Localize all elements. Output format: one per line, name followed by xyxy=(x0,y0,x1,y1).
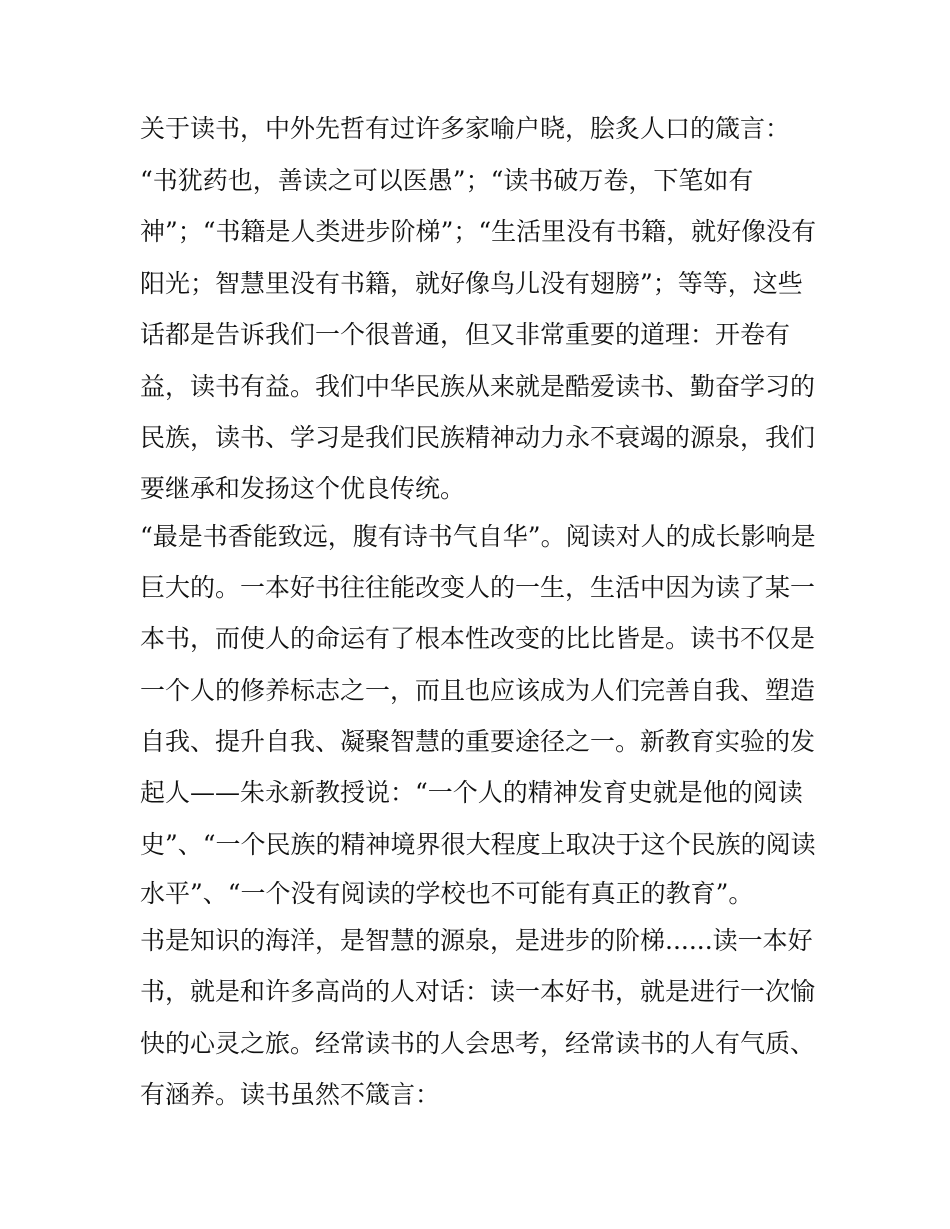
text-line: “最是书香能致远，腹有诗书气自华”。阅读对人的成长影响是 xyxy=(140,522,816,551)
text-line: 水平”、“一个没有阅读的学校也不可能有真正的教育”。 xyxy=(140,879,754,908)
text-line: 自我、提升自我、凝聚智慧的重要途径之一。新教育实验的发 xyxy=(140,727,816,756)
text-line: 神”；“书籍是人类进步阶梯”；“生活里没有书籍，就好像没有 xyxy=(140,217,817,246)
text-line: 巨大的。一本好书往往能改变人的一生，生活中因为读了某一 xyxy=(140,573,816,602)
text-line: 话都是告诉我们一个很普通，但又非常重要的道理：开卷有 xyxy=(140,320,791,349)
text-line: 史”、“一个民族的精神境界很大程度上取决于这个民族的阅读 xyxy=(140,830,816,859)
text-line: 有涵养。读书虽然不箴言： xyxy=(140,1080,441,1109)
text-line: 要继承和发扬这个优良传统。 xyxy=(140,474,466,503)
text-line: 阳光；智慧里没有书籍，就好像鸟儿没有翅膀”；等等，这些 xyxy=(140,269,803,298)
text-line: 起人——朱永新教授说：“一个人的精神发育史就是他的阅读 xyxy=(140,778,803,807)
text-line: 益，读书有益。我们中华民族从来就是酷爱读书、勤奋学习的 xyxy=(140,372,816,401)
text-line: 民族，读书、学习是我们民族精神动力永不衰竭的源泉，我们 xyxy=(140,423,816,452)
text-line: 关于读书，中外先哲有过许多家喻户晓，脍炙人口的箴言： xyxy=(140,114,791,143)
text-line: “书犹药也，善读之可以医愚”；“读书破万卷，下笔如有 xyxy=(140,166,754,195)
text-line: 书，就是和许多高尚的人对话：读一本好书，就是进行一次愉 xyxy=(140,977,816,1006)
text-line: 本书，而使人的命运有了根本性改变的比比皆是。读书不仅是 xyxy=(140,624,816,653)
text-line: 书是知识的海洋，是智慧的源泉，是进步的阶梯......读一本好 xyxy=(140,926,813,955)
text-line: 快的心灵之旅。经常读书的人会思考，经常读书的人有气质、 xyxy=(140,1029,816,1058)
text-line: 一个人的修养标志之一，而且也应该成为人们完善自我、塑造 xyxy=(140,676,816,705)
